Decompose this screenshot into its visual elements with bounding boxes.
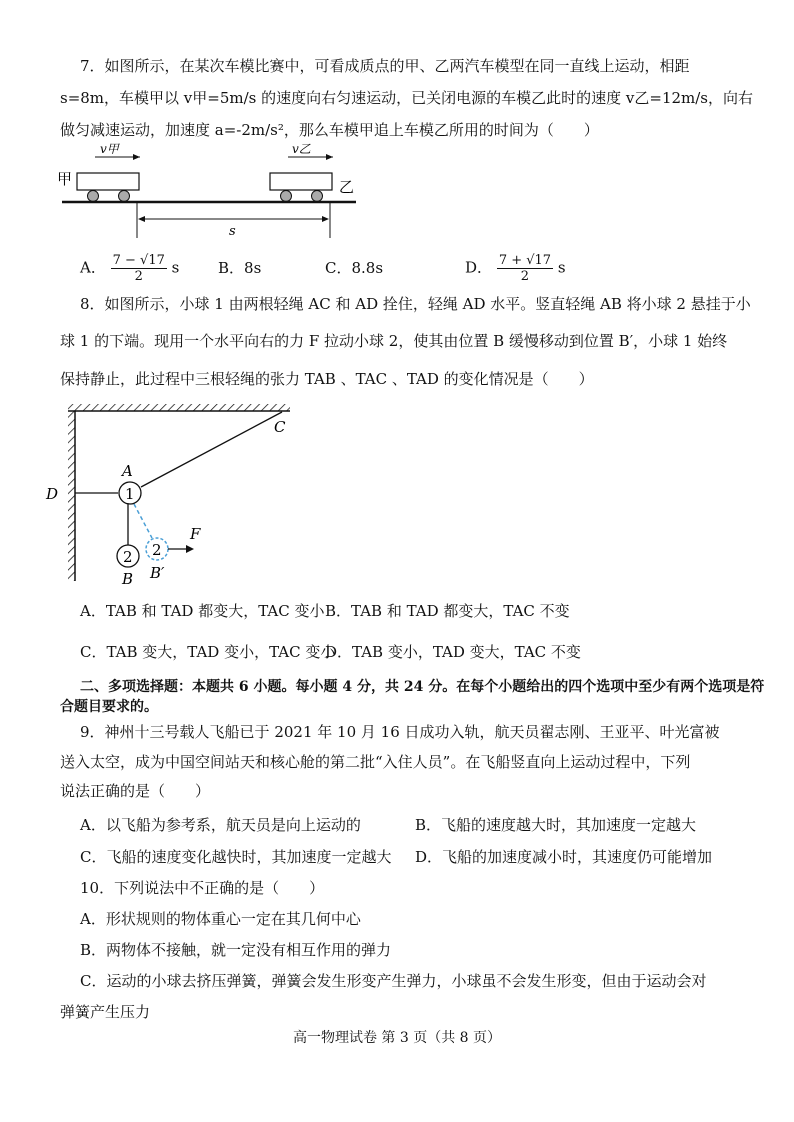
- q10-option-c-line2: 弹簧产生压力: [60, 1003, 151, 1021]
- car-a-wheel-1: [88, 191, 99, 202]
- q8-figure: [0, 400, 794, 590]
- q7-option-d-numerator: 7 + √17: [498, 253, 552, 268]
- wall-hatch: [68, 411, 75, 581]
- q8-line3: 保持静止，此过程中三根轻绳的张力 TAB 、TAC 、TAD 的变化情况是（ ）: [60, 370, 594, 388]
- label-b: B: [122, 570, 134, 588]
- q7-option-d-unit: s: [557, 258, 566, 277]
- s-arrowhead-right: [322, 216, 329, 222]
- q7-option-a-unit: s: [171, 258, 180, 277]
- car-a-wheel-2: [119, 191, 130, 202]
- v-b-arrowhead: [326, 154, 333, 160]
- rope-ac: [141, 412, 282, 487]
- q10-line1: 10．下列说法中不正确的是（ ）: [80, 879, 325, 897]
- q8-option-a: A．TAB 和 TAD 都变大，TAC 变小: [80, 602, 325, 620]
- q7-line3: 做匀减速运动，加速度 a=-2m/s²，那么车模甲追上车模乙所用的时间为（ ）: [60, 121, 599, 139]
- label-b-prime: B′: [150, 564, 165, 582]
- car-a-label: 甲: [57, 170, 73, 188]
- s-arrowhead-left: [138, 216, 145, 222]
- label-a: A: [122, 462, 133, 480]
- car-a-body: [77, 173, 139, 190]
- section2-heading-line2: 合题目要求的。: [60, 699, 158, 715]
- q9-option-a: A．以飞船为参考系，航天员是向上运动的: [80, 816, 361, 834]
- q7-option-b: B．8s: [218, 259, 262, 277]
- label-f: F: [190, 525, 201, 543]
- s-label: s: [229, 224, 236, 239]
- ball-1-label: 1: [125, 485, 135, 503]
- q7-option-d-denominator: 2: [520, 269, 530, 284]
- rope-ab-moved: [134, 504, 152, 538]
- page-footer: 高一物理试卷 第 3 页（共 8 页）: [292, 1030, 502, 1046]
- label-d: D: [46, 485, 59, 503]
- q7-option-a: [80, 253, 179, 284]
- q10-option-b: B．两物体不接触，就一定没有相互作用的弹力: [80, 941, 392, 959]
- q7-option-d: [465, 253, 566, 284]
- car-b-wheel-2: [312, 191, 323, 202]
- q9-option-d: D．飞船的加速度减小时，其速度仍可能增加: [415, 848, 713, 866]
- q7-line1: 7．如图所示，在某次车模比赛中，可看成质点的甲、乙两汽车模型在同一直线上运动，相距: [80, 57, 690, 75]
- q7-figure: [0, 140, 794, 240]
- q7-option-a-prefix: A．: [80, 258, 106, 277]
- v-b-label: v乙: [292, 142, 311, 156]
- ball-2-moved-label: 2: [152, 541, 162, 559]
- car-b-body: [270, 173, 332, 190]
- q8-option-d: D．TAB 变小，TAD 变大，TAC 不变: [325, 643, 581, 661]
- force-f-arrowhead: [186, 545, 194, 553]
- q8-line2: 球 1 的下端。现用一个水平向右的力 F 拉动小球 2，使其由位置 B 缓慢移动到位置 B′，小球 1 始终: [60, 332, 728, 350]
- q8-line1: 8．如图所示，小球 1 由两根轻绳 AC 和 AD 拴住，轻绳 AD 水平。竖直轻绳 AB 将小球 2 悬挂于小: [80, 295, 751, 313]
- q9-line3: 说法正确的是（ ）: [60, 782, 211, 800]
- q7-option-a-denominator: 2: [134, 269, 143, 284]
- car-b-wheel-1: [281, 191, 292, 202]
- q9-option-b: B．飞船的速度越大时，其加速度一定越大: [415, 816, 697, 834]
- q9-line2: 送入太空，成为中国空间站天和核心舱的第二批“入住人员”。在飞船竖直向上运动过程中，下列: [60, 753, 691, 771]
- ceiling-hatch: [68, 404, 290, 411]
- q7-option-d-prefix: D．: [465, 258, 493, 277]
- v-a-label: v甲: [100, 142, 119, 156]
- q9-line1: 9．神州十三号载人飞船已于 2021 年 10 月 16 日成功入轨，航天员翟志刚、王亚平、叶光富被: [80, 723, 720, 741]
- v-a-arrowhead: [133, 154, 140, 160]
- q8-option-c: C．TAB 变大，TAD 变小，TAC 变小: [80, 643, 336, 661]
- q7-option-a-fraction: [111, 253, 167, 284]
- q7-option-d-fraction: [497, 253, 553, 284]
- q8-option-b: B．TAB 和 TAD 都变大，TAC 不变: [325, 602, 570, 620]
- q7-option-c: C．8.8s: [325, 259, 384, 277]
- q10-option-a: A．形状规则的物体重心一定在其几何中心: [80, 910, 361, 928]
- section2-heading-line1: 二、多项选择题：本题共 6 小题。每小题 4 分，共 24 分。在每个小题给出的四个选项中至少有两个选项是符: [80, 679, 765, 695]
- q7-line2: s=8m，车模甲以 v甲=5m/s 的速度向右匀速运动，已关闭电源的车模乙此时的速度 v乙=12m/s，向右: [60, 89, 754, 107]
- q9-option-c: C．飞船的速度变化越快时，其加速度一定越大: [80, 848, 392, 866]
- car-b-label: 乙: [339, 178, 355, 196]
- q7-option-a-numerator: 7 − √17: [112, 253, 165, 268]
- ball-2-label: 2: [123, 548, 133, 566]
- q10-option-c-line1: C．运动的小球去挤压弹簧，弹簧会发生形变产生弹力，小球虽不会发生形变，但由于运动会对: [80, 972, 707, 990]
- label-c: C: [274, 418, 286, 436]
